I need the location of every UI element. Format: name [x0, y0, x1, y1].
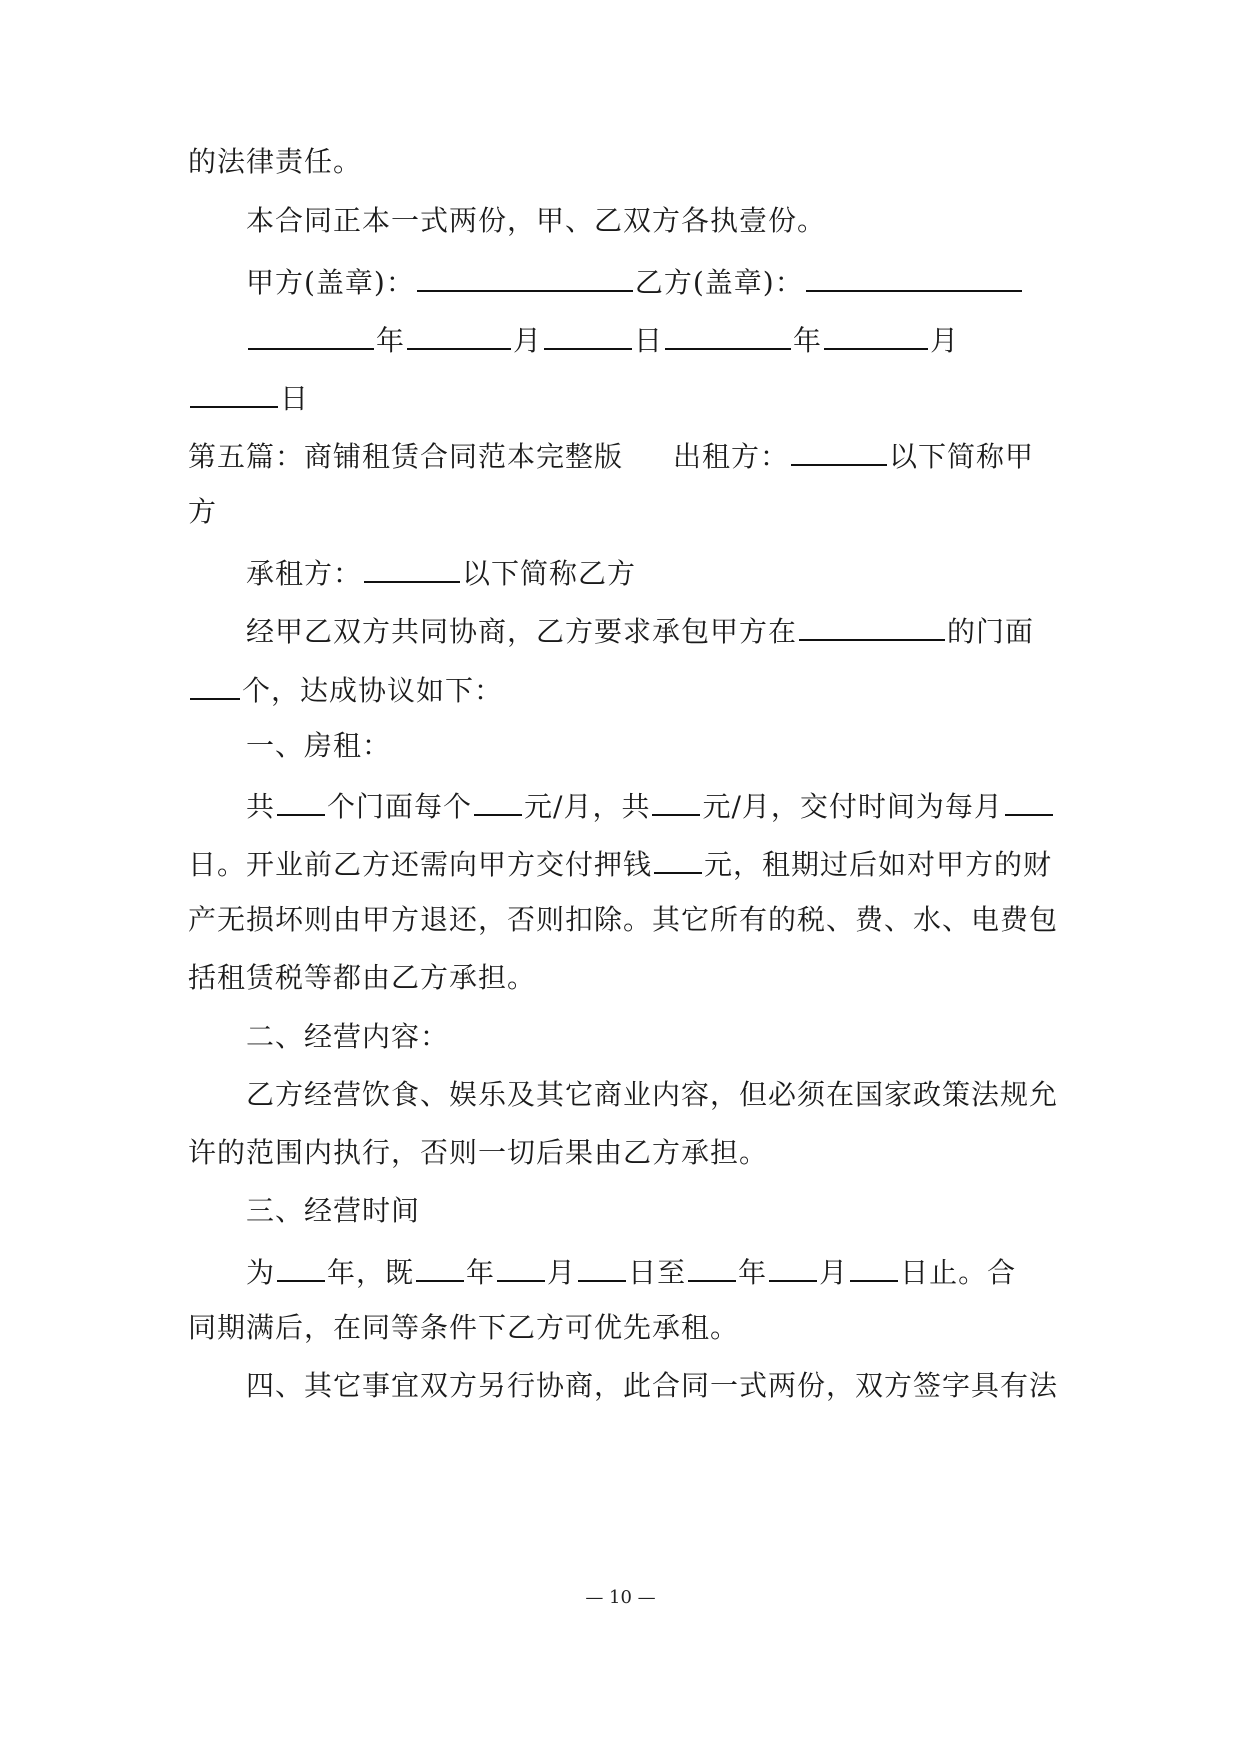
page-number: — 10 —	[585, 1587, 656, 1608]
blank-field	[416, 1250, 464, 1282]
blank-field	[364, 551, 460, 583]
blank-field	[652, 784, 700, 816]
section-heading: 二、经营内容：	[246, 1020, 450, 1053]
text-line: 括租赁税等都由乙方承担。	[188, 961, 537, 994]
blank-field	[190, 668, 240, 700]
text-line: 产无损坏则由甲方退还，否则扣除。其它所有的税、费、水、电费包	[188, 903, 1059, 936]
blank-field	[578, 1250, 626, 1282]
blank-field	[850, 1250, 898, 1282]
text-line: 承租方： 以下简称乙方	[246, 551, 636, 594]
blank-field	[799, 609, 945, 641]
text-line: 经甲乙双方共同协商，乙方要求承包甲方在 的门面	[246, 609, 1034, 652]
text-line: 共 个门面每个 元/月，共 元/月，交付时间为每月	[246, 784, 1055, 827]
date-line: 日	[188, 376, 309, 419]
blank-field	[277, 784, 325, 816]
text-line: 乙方经营饮食、娱乐及其它商业内容，但必须在国家政策法规允	[246, 1078, 1059, 1111]
text-line: 本合同正本一式两份，甲、乙双方各执壹份。	[246, 204, 827, 237]
blank-field	[474, 784, 522, 816]
blank-field	[791, 434, 887, 466]
blank-field	[417, 260, 633, 292]
section-title: 第五篇：商铺租赁合同范本完整版 出租方： 以下简称甲	[188, 434, 1034, 477]
date-line: 年 月 日 年 月	[246, 318, 959, 361]
text-line: 的法律责任。	[188, 145, 363, 178]
blank-field	[190, 376, 278, 408]
text-line: 四、其它事宜双方另行协商，此合同一式两份，双方签字具有法	[246, 1369, 1059, 1402]
blank-field	[544, 318, 632, 350]
text-line: 个，达成协议如下：	[188, 668, 503, 711]
blank-field	[806, 260, 1022, 292]
blank-field	[769, 1250, 817, 1282]
blank-field	[688, 1250, 736, 1282]
text-line: 日。开业前乙方还需向甲方交付押钱 元，租期过后如对甲方的财	[188, 842, 1052, 885]
text-line: 同期满后，在同等条件下乙方可优先承租。	[188, 1311, 740, 1344]
blank-field	[248, 318, 374, 350]
blank-field	[407, 318, 511, 350]
blank-field	[277, 1250, 325, 1282]
section-heading: 三、经营时间	[246, 1194, 421, 1227]
signature-line: 甲方(盖章)： 乙方(盖章)：	[246, 260, 1024, 303]
blank-field	[665, 318, 791, 350]
text-line: 许的范围内执行，否则一切后果由乙方承担。	[188, 1136, 769, 1169]
section-heading: 一、房租：	[246, 729, 392, 762]
blank-field	[654, 842, 702, 874]
blank-field	[824, 318, 928, 350]
blank-field	[497, 1250, 545, 1282]
text-line: 为 年，既 年 月 日至 年 月 日止。合	[246, 1250, 1016, 1293]
text-line: 方	[188, 495, 218, 528]
blank-field	[1005, 784, 1053, 816]
